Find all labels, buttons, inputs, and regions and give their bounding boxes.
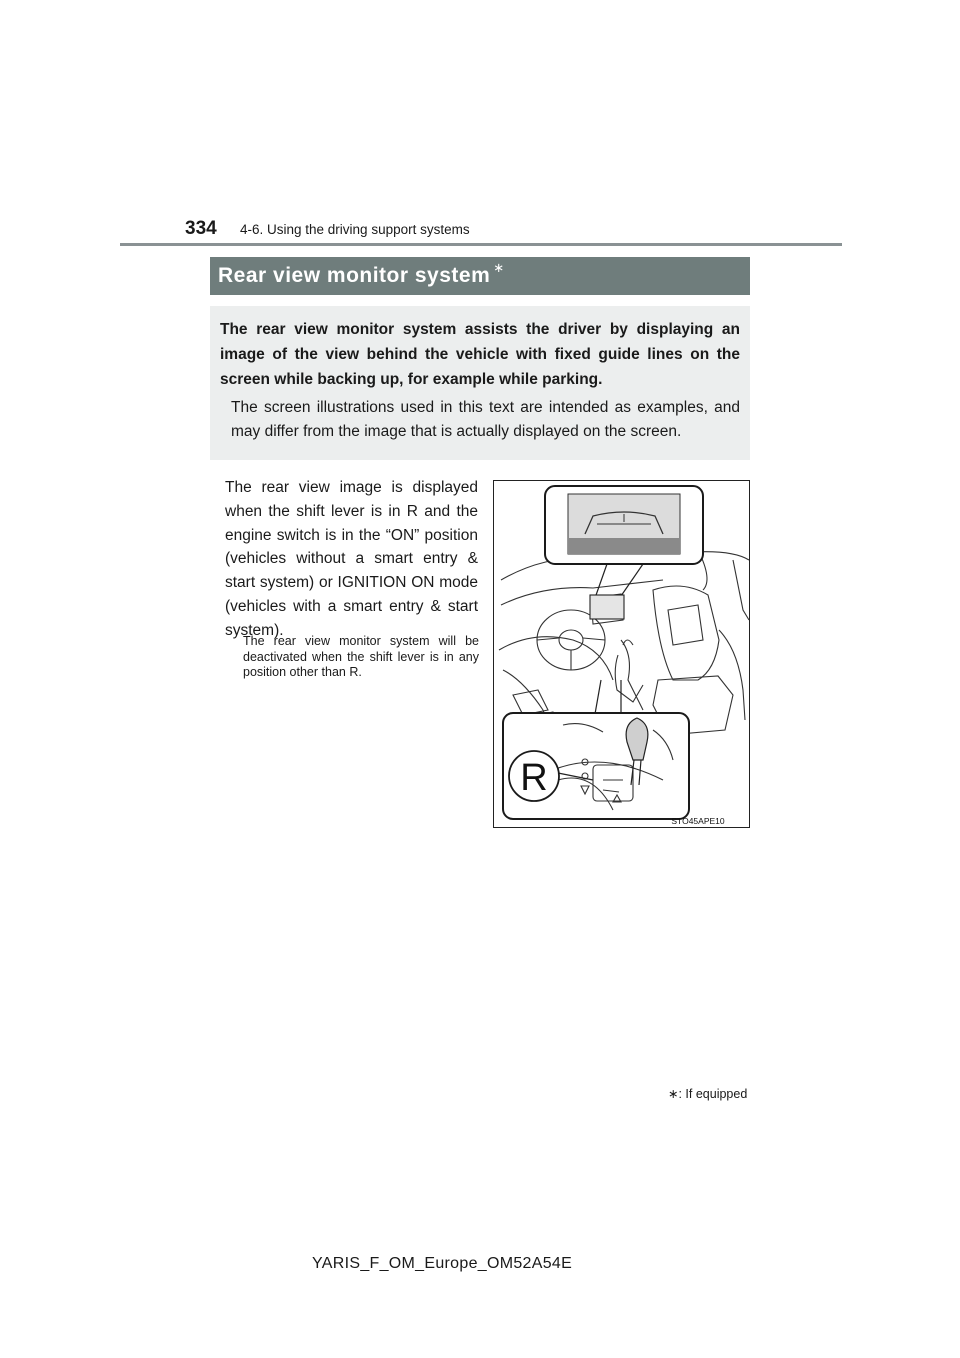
figure-illustration: [493, 480, 750, 828]
title-asterisk: ∗: [493, 260, 505, 275]
header-rule: [120, 243, 842, 246]
section-label: 4-6. Using the driving support systems: [240, 222, 470, 237]
intro-bold-text: The rear view monitor system assists the driver by displaying an image of the view behind the vehicle with fixed guide lines on the screen while backing up, for example while parking.: [220, 321, 740, 388]
footnote-text: : If equipped: [678, 1087, 748, 1101]
callout-letter: R: [520, 757, 548, 799]
intro-note-text: The screen illustrations used in this text are intended as examples, and may differ from the image that is actually displayed on the screen.: [231, 399, 740, 440]
footer-document-id: YARIS_F_OM_Europe_OM52A54E: [312, 1255, 573, 1272]
footnote: [668, 1086, 747, 1101]
car-interior-illustration: [493, 480, 750, 828]
body-note: The rear view monitor system will be deactivated when the shift lever is in any position other than R.: [243, 634, 479, 679]
title-bar: [210, 257, 750, 295]
body-paragraph: The rear view image is displayed when the shift lever is in R and the engine switch is in the “ON” position (vehicles without a smart entry & start system) or IGNITION ON mode (vehicles with a smart entry & start system).: [225, 479, 478, 639]
page-title: Rear view monitor system: [218, 264, 491, 287]
footnote-asterisk: ∗: [668, 1087, 679, 1101]
intro-box: [210, 306, 750, 460]
figure-code: STO45APE10: [671, 816, 725, 826]
page-number: 334: [185, 218, 217, 239]
